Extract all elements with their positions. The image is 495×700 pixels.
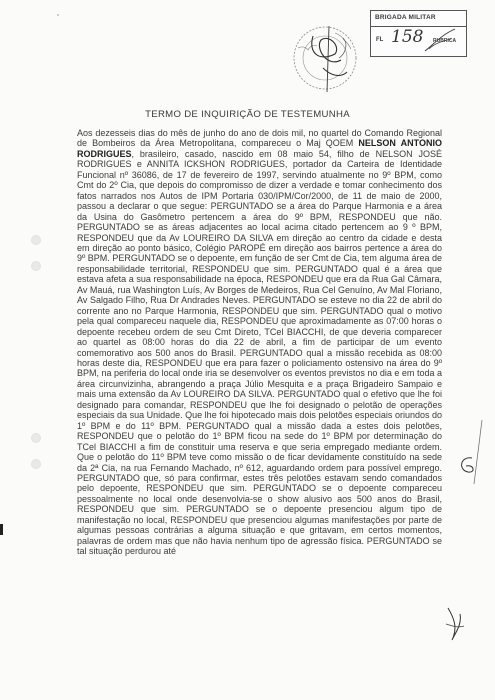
punch-hole	[32, 236, 40, 244]
stamp-header: BRIGADA MILITAR	[371, 11, 466, 27]
edge-mark	[0, 524, 3, 535]
punch-hole	[32, 434, 40, 442]
stamp-page-number: 158	[391, 27, 424, 47]
body-text-main: , brasileiro, casado, nascido em 08 maio 54, filho de NELSON JOSÉ RODRIGUES e ANNITA ICKSHON RODRIGUES, portador da Carteira de Identidade Funcional nº 36086, de 17 de fevereiro de 1997, servindo atualmente no 9º BPM, como Cmt do 2º Cia, que depois do compromisso de dizer a verdade e tomar conhecimento dos fatos narrados nos Autos de IPM Portaria 030/IPM/Cor/2000, de 11 de maio de 2000, passou a declarar o que segue: PERGUNTADO se a área do Parque Harmonia e a área da Usina do Gasômetro pertencem a área do 9º BPM, RESPONDEU que não. PERGUNTADO se as áreas adjacentes ao local acima citado pertencem ao 9 º BPM, RESPONDEU que da Av LOUREIRO DA SILVA em direção ao centro da cidade e desta em direção ao ponto básico, Colégio PAROPÉ em direção aos bairros pertence a área do 9º BPM. PERGUNTADO se o depoente, em função de ser Cmt de Cia, tem alguma área de responsabilidade territorial, RESPONDEU que sim. PERGUNTADO qual é a área que estava afeta a sua responsabilidade na época, RESPONDEU que era da Rua Gal Câmara, Av Mauá, rua Washington Luís, Av Borges de Medeiros, Rua Cel Genuíno, Av Mal Floriano, Av Salgado Filho, Rua Dr Andrades Neves. PERGUNTADO se esteve no dia 22 de abril do corrente ano no Parque Harmonia, RESPONDEU que sim. PERGUNTADO qual o motivo pela qual compareceu naquele dia, RESPONDEU que aproximadamente as 07:00 horas o depoente recebeu ordem de seu Cmt Direto, TCel BIACCHI, de que deveria comparecer ao quartel as 08:00 horas do dia 22 de abril, a fim de participar de um evento comemorativo aos 500 anos do Brasil. PERGUNTADO qual a missão recebida as 08:00 horas deste dia, RESPONDEU que era para fazer o policiamento ostensivo na área do 9º BPM, na periferia do local onde iria se desenvolver os eventos previstos no dia e em toda a área circunvizinha, abrangendo a praça Júlio Mesquita e a praça Brigadeiro Sampaio e mais uma extensão da Av LOUREIRO DA SILVA. PERGUNTADO qual o efetivo que lhe foi designado para comandar, RESPONDEU que lhe foi designado o pelotão de operações especiais da sua Unidade. Que lhe foi hipotecado mais dois pelotões especiais oriundos do 1º BPM e do 11º BPM. PERGUNTADO qual a missão dada a estes dois pelotões, RESPONDEU que o pelotão do 1º BPM ficou na sede do 1º BPM por determinação do TCel BIACCHI a fim de constituir uma reserva e que seria empregado mediante ordem. Que o pelotão do 11º BPM teve como missão o de ficar devidamente constituído na sede da 2ª Cia, na rua Fernando Machado, nº 612, aguardando ordem para possível emprego. PERGUNTADO que, só para confirmar, estes três pelotões estavam sendo comandados pelo depoente, RESPONDEU que sim. PERGUNTADO se o depoente compareceu pessoalmente no local onde desenvolvia-se o show alusivo aos 500 anos do Brasil, RESPONDEU que sim. PERGUNTADO se o depoente presenciou algum tipo de manifestação no local, RESPONDEU que presenciou algumas manifestações por parte de algumas pessoas contrárias a alguma situação e que gritavam, em certos momentos, palavras de ordem mas que não havia nenhum tipo de agressão física. PERGUNTADO se tal situação perdurou até	[77, 148, 442, 557]
witness-name: NELSON ANTONIO RODRIGUES	[77, 138, 442, 159]
punch-hole	[32, 262, 40, 270]
brigada-militar-stamp	[370, 10, 467, 57]
margin-signature	[452, 418, 490, 488]
document-title: TERMO DE INQUIRIÇÃO DE TESTEMUNHA	[145, 109, 350, 120]
rubrica-signature	[421, 27, 466, 55]
bottom-initials	[440, 604, 470, 644]
body-text-start: Aos dezesseis dias do mês de junho do ano de dois mil, no quartel do Comando Regional de Bombeiros da Área Metropolitana, compareceu o Maj QOEM	[77, 128, 442, 149]
stamp-rubrica-label: RUBRICA	[433, 38, 457, 44]
official-seal	[283, 18, 373, 103]
document-body	[77, 128, 442, 557]
punch-hole	[32, 460, 40, 468]
stamp-fl-label: FL	[376, 37, 384, 43]
tick-mark	[57, 14, 59, 16]
